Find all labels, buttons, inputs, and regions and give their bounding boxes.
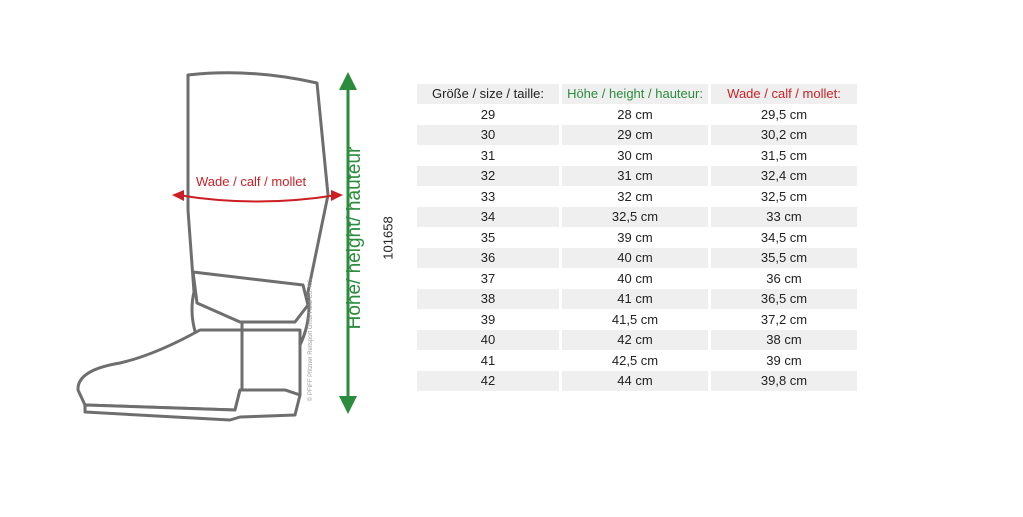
table-row xyxy=(417,269,857,289)
table-row xyxy=(417,228,857,248)
cell-height: 30 cm xyxy=(562,146,708,166)
cell-height: 41,5 cm xyxy=(562,310,708,330)
cell-height: 40 cm xyxy=(562,248,708,268)
cell-height: 44 cm xyxy=(562,371,708,391)
cell-height: 42 cm xyxy=(562,330,708,350)
cell-calf: 32,5 cm xyxy=(711,187,857,207)
calf-arrow-right xyxy=(331,190,343,201)
cell-calf: 29,5 cm xyxy=(711,105,857,125)
cell-calf: 38 cm xyxy=(711,330,857,350)
header-height: Höhe / height / hauteur: xyxy=(562,84,708,104)
cell-size: 39 xyxy=(417,310,559,330)
cell-size: 36 xyxy=(417,248,559,268)
table-row xyxy=(417,166,857,186)
table-row xyxy=(417,330,857,350)
cell-height: 40 cm xyxy=(562,269,708,289)
cell-size: 40 xyxy=(417,330,559,350)
cell-calf: 32,4 cm xyxy=(711,166,857,186)
cell-calf: 31,5 cm xyxy=(711,146,857,166)
table-row xyxy=(417,248,857,268)
cell-calf: 37,2 cm xyxy=(711,310,857,330)
table-row xyxy=(417,125,857,145)
table-row xyxy=(417,207,857,227)
cell-calf: 39,8 cm xyxy=(711,371,857,391)
cell-height: 31 cm xyxy=(562,166,708,186)
cell-height: 32 cm xyxy=(562,187,708,207)
cell-height: 32,5 cm xyxy=(562,207,708,227)
copyright-note: © PFIFF Pfitzner Reitsport GmbH und Co. KG xyxy=(308,278,314,402)
cell-size: 30 xyxy=(417,125,559,145)
cell-size: 41 xyxy=(417,351,559,371)
cell-size: 34 xyxy=(417,207,559,227)
product-code: 101658 xyxy=(380,216,396,260)
cell-calf: 36,5 cm xyxy=(711,289,857,309)
cell-calf: 36 cm xyxy=(711,269,857,289)
cell-size: 35 xyxy=(417,228,559,248)
cell-calf: 34,5 cm xyxy=(711,228,857,248)
boot-figure xyxy=(60,60,400,430)
cell-height: 42,5 cm xyxy=(562,351,708,371)
table-row xyxy=(417,105,857,125)
cell-size: 42 xyxy=(417,371,559,391)
cell-size: 38 xyxy=(417,289,559,309)
table-row xyxy=(417,289,857,309)
table-row xyxy=(417,351,857,371)
cell-size: 32 xyxy=(417,166,559,186)
cell-calf: 33 cm xyxy=(711,207,857,227)
cell-calf: 35,5 cm xyxy=(711,248,857,268)
cell-height: 28 cm xyxy=(562,105,708,125)
cell-size: 31 xyxy=(417,146,559,166)
table-row xyxy=(417,371,857,391)
table-row xyxy=(417,146,857,166)
height-arrow-bottom xyxy=(339,396,357,414)
table-row xyxy=(417,310,857,330)
table-row xyxy=(417,187,857,207)
header-size: Größe / size / taille: xyxy=(417,84,559,104)
cell-height: 29 cm xyxy=(562,125,708,145)
header-calf: Wade / calf / mollet: xyxy=(711,84,857,104)
height-label: Höhe/ height/ hauteur xyxy=(344,146,365,330)
cell-calf: 39 cm xyxy=(711,351,857,371)
cell-height: 41 cm xyxy=(562,289,708,309)
calf-arrow-left xyxy=(172,190,184,201)
cell-calf: 30,2 cm xyxy=(711,125,857,145)
cell-size: 33 xyxy=(417,187,559,207)
cell-size: 29 xyxy=(417,105,559,125)
cell-height: 39 cm xyxy=(562,228,708,248)
size-table xyxy=(414,83,860,392)
calf-label: Wade / calf / mollet xyxy=(196,174,307,189)
cell-size: 37 xyxy=(417,269,559,289)
size-table-header xyxy=(417,84,857,104)
height-arrow-top xyxy=(339,72,357,90)
